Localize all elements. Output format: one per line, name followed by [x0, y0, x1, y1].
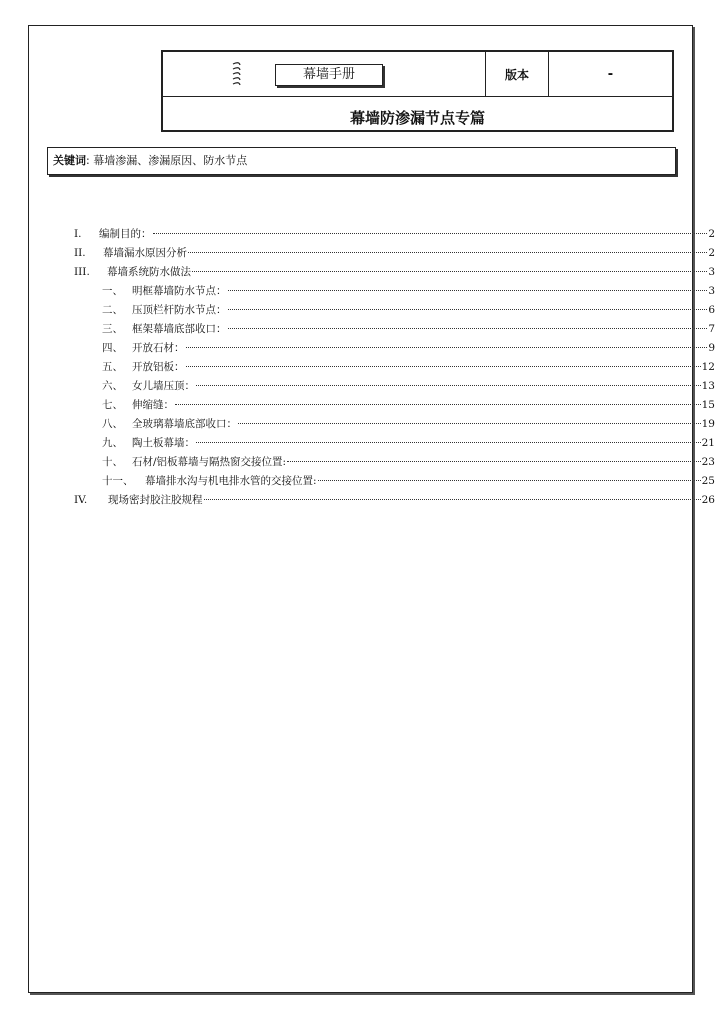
toc-number: 九、: [102, 437, 123, 449]
toc-number: 五、: [102, 361, 123, 373]
version-label: 版本: [486, 52, 549, 96]
toc-number: 六、: [102, 380, 123, 392]
toc-entry[interactable]: [0, 283, 724, 299]
toc-page: 25: [701, 475, 715, 487]
toc-number: II.: [74, 247, 86, 259]
toc-label: 开放铝板：: [132, 361, 185, 373]
toc-label: 全玻璃幕墙底部收口：: [132, 418, 237, 430]
toc-page: 2: [708, 247, 715, 259]
toc-entry[interactable]: [0, 378, 724, 394]
toc-page: 7: [708, 323, 715, 335]
toc-number: IV.: [74, 494, 88, 506]
toc-page: 21: [701, 437, 715, 449]
toc-entry[interactable]: [0, 492, 724, 508]
toc-page: 19: [701, 418, 715, 430]
toc-leader: [175, 404, 701, 405]
toc-label: 石材/铝板幕墙与隔热窗交接位置:: [132, 456, 287, 468]
toc-leader: [196, 442, 701, 443]
toc-label: 框架幕墙底部收口：: [132, 323, 227, 335]
toc-leader: [196, 385, 701, 386]
toc-page: 13: [701, 380, 715, 392]
toc-number: I.: [74, 228, 82, 240]
toc-leader: [318, 480, 701, 481]
toc-leader: [188, 252, 707, 253]
toc-number: 七、: [102, 399, 123, 411]
toc-label: 现场密封胶注胶规程: [108, 494, 203, 506]
toc-page: 23: [701, 456, 715, 468]
toc-number: 八、: [102, 418, 123, 430]
toc-page: 15: [701, 399, 715, 411]
toc-entry[interactable]: [0, 340, 724, 356]
keywords-box: [47, 147, 676, 175]
toc-leader: [238, 423, 701, 424]
toc-label: 女儿墙压顶：: [132, 380, 195, 392]
keywords-label: 关键词: [53, 154, 86, 167]
toc-label: 编制目的：: [99, 228, 152, 240]
toc-number: 三、: [102, 323, 123, 335]
keywords-text: : 幕墙渗漏、渗漏原因、防水节点: [86, 154, 248, 167]
toc-leader: [228, 290, 708, 291]
toc-number: 十一、: [102, 475, 134, 487]
toc-entry[interactable]: [0, 321, 724, 337]
toc-leader: [228, 309, 708, 310]
toc-number: 二、: [102, 304, 123, 316]
toc-label: 开放石材：: [132, 342, 185, 354]
toc-page: 3: [708, 285, 715, 297]
spiral-binding-icon: [231, 61, 243, 87]
toc-label: 陶土板幕墙：: [132, 437, 195, 449]
toc-label: 伸缩缝：: [132, 399, 174, 411]
toc-entry[interactable]: [0, 435, 724, 451]
toc-number: 十、: [102, 456, 123, 468]
toc-page: 26: [701, 494, 715, 506]
toc-leader: [186, 366, 701, 367]
toc-leader: [153, 233, 708, 234]
header-row: [163, 52, 672, 97]
toc-number: 四、: [102, 342, 123, 354]
toc-entry[interactable]: [0, 264, 724, 280]
header-table: [161, 50, 674, 132]
toc-entry[interactable]: [0, 473, 724, 489]
toc-page: 3: [708, 266, 715, 278]
toc-page: 12: [701, 361, 715, 373]
toc-leader: [204, 499, 701, 500]
toc-leader: [228, 328, 708, 329]
toc-leader: [287, 461, 701, 462]
toc-leader: [186, 347, 708, 348]
toc-number: III.: [74, 266, 90, 278]
toc-page: 6: [708, 304, 715, 316]
manual-label: 幕墙手册: [275, 64, 383, 86]
toc-entry[interactable]: [0, 226, 724, 242]
toc-label: 幕墙漏水原因分析: [103, 247, 187, 259]
toc-entry[interactable]: [0, 302, 724, 318]
toc-entry[interactable]: [0, 245, 724, 261]
toc-entry[interactable]: [0, 359, 724, 375]
toc-label: 压顶栏杆防水节点：: [132, 304, 227, 316]
toc-page: 2: [708, 228, 715, 240]
toc-label: 明框幕墙防水节点：: [132, 285, 227, 297]
manual-cell: [163, 52, 486, 96]
toc-label: 幕墙系统防水做法: [107, 266, 191, 278]
toc-leader: [192, 271, 707, 272]
toc-entry[interactable]: [0, 454, 724, 470]
toc-entry[interactable]: [0, 416, 724, 432]
document-title: 幕墙防渗漏节点专篇: [349, 109, 485, 127]
toc-number: 一、: [102, 285, 123, 297]
toc-label: 幕墙排水沟与机电排水管的交接位置:: [145, 475, 317, 487]
toc-entry[interactable]: [0, 397, 724, 413]
toc-page: 9: [708, 342, 715, 354]
version-value: -: [607, 66, 614, 82]
